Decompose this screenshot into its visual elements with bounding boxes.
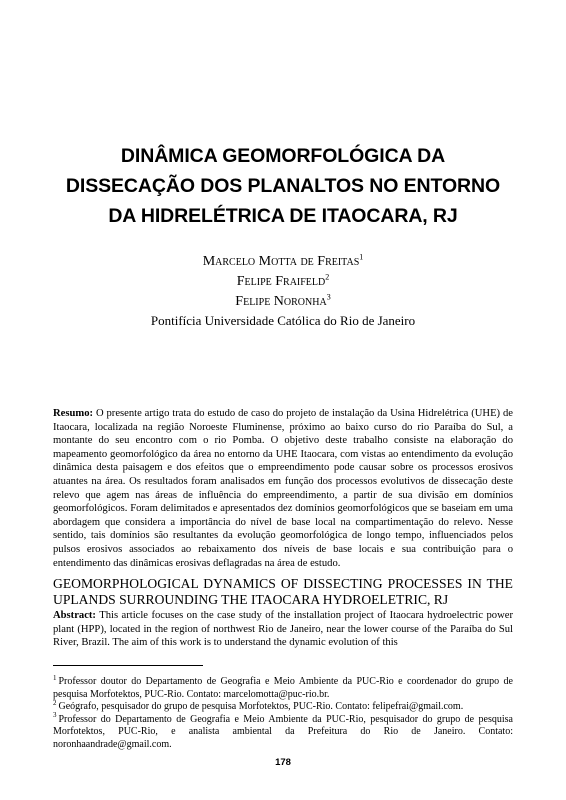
author-3 [60,292,506,312]
footnote-text: Professor doutor do Departamento de Geografia e Meio Ambiente da PUC-Rio e coordenador do grupo de pesquisa Morfotektos, PUC-Rio. Contato: marcelomotta@puc-rio.br. [53,676,513,700]
footnote-divider [53,665,203,666]
abstract-label: Abstract: [53,610,96,621]
title-line-1: DINÂMICA GEOMORFOLÓGICA DA [120,145,446,167]
author-2 [60,272,506,292]
author-1 [60,252,506,272]
footnote-mark: 1 [359,252,364,262]
abstract-text: This article focuses on the case study of the installation project of Itaocara hydroelectric power plant (HPP), located in the region of northwest Rio de Janeiro, near the lower course of the Paraíba do Sul River, Brazil. The aim of this work is to understand the dynamic evolution of this [53,610,513,649]
footnote-mark: 2 [53,698,57,707]
footnote-2 [53,698,513,714]
footnote-3 [53,711,513,752]
author-name: Marcelo Motta de Freitas [202,254,360,269]
abstract-paragraph [53,609,513,650]
footnote-mark: 3 [326,292,331,302]
footnote-text: Professor do Departamento de Geografia e Meio Ambiente da PUC-Rio, pesquisador do grupo de pesquisa Morfotektos, PUC-Rio, e analista ambiental da Prefeitura do Rio de Janeiro. Contato: noronhaandrade@gmail.com. [53,713,513,750]
page-number: 178 [275,757,291,768]
affiliation: Pontifícia Universidade Católica do Rio de Janeiro [150,313,416,328]
article-title [40,141,526,231]
author-block [60,252,506,330]
footnote-mark: 2 [325,272,330,282]
resumo-paragraph [53,407,513,570]
footnote-mark: 3 [53,711,57,720]
footnotes [53,673,513,752]
resumo-label: Resumo: [53,408,94,419]
title-line-3: DA HIDRELÉTRICA DE ITAOCARA, RJ [108,205,458,227]
footnote-1 [53,673,513,701]
footnote-mark: 1 [53,673,57,682]
resumo-text: O presente artigo trata do estudo de caso do projeto de instalação da Usina Hidrelétrica (UHE) de Itaocara, localizada na região Noroeste Fluminense, próximo ao baixo curso do rio Paraíba do Sul, a montante do seu encontro com o rio Pomba. O objetivo deste trabalho consiste na elaboração do mapeamento geomorfológico da área no entorno da UHE Itaocara, com vistas ao entendimento da evolução dinâmica desta paisagem e dos efeitos que o empreendimento pode causar sobre os processos erosivos atuantes na área. Os resultados foram analisados em função dos processos evolutivos de dissecação deste relevo que agem nas áreas de influência do empreendimento, a partir de sua divisão em domínios geomorfológicos. Foram delimitados e apresentados dez domínios geomorfológicos que se baseiam em uma abordagem que considera a importância do nível de base local na compartimentação do relevo. Nesse sentido, tais domínios são resultantes da evolução geomorfológica de longo tempo, influenciados pelos pulsos erosivos associados ao rebaixamento dos níveis de base locais e sua contribuição para o entendimento das dinâmicas erosivas deflagradas na área de estudo. [53,408,513,569]
author-name: Felipe Noronha [235,294,327,309]
footnote-text: Geógrafo, pesquisador do grupo de pesquisa Morfotektos, PUC-Rio. Contato: felipefrai@gmail.com. [58,701,464,713]
author-name: Felipe Fraifeld [236,274,326,289]
title-line-2: DISSECAÇÃO DOS PLANALTOS NO ENTORNO [65,175,501,197]
english-title: GEOMORPHOLOGICAL DYNAMICS OF DISSECTING PROCESSES IN THE UPLANDS SURROUNDING THE ITAOCARA HYDROELETRIC, RJ [53,576,513,607]
